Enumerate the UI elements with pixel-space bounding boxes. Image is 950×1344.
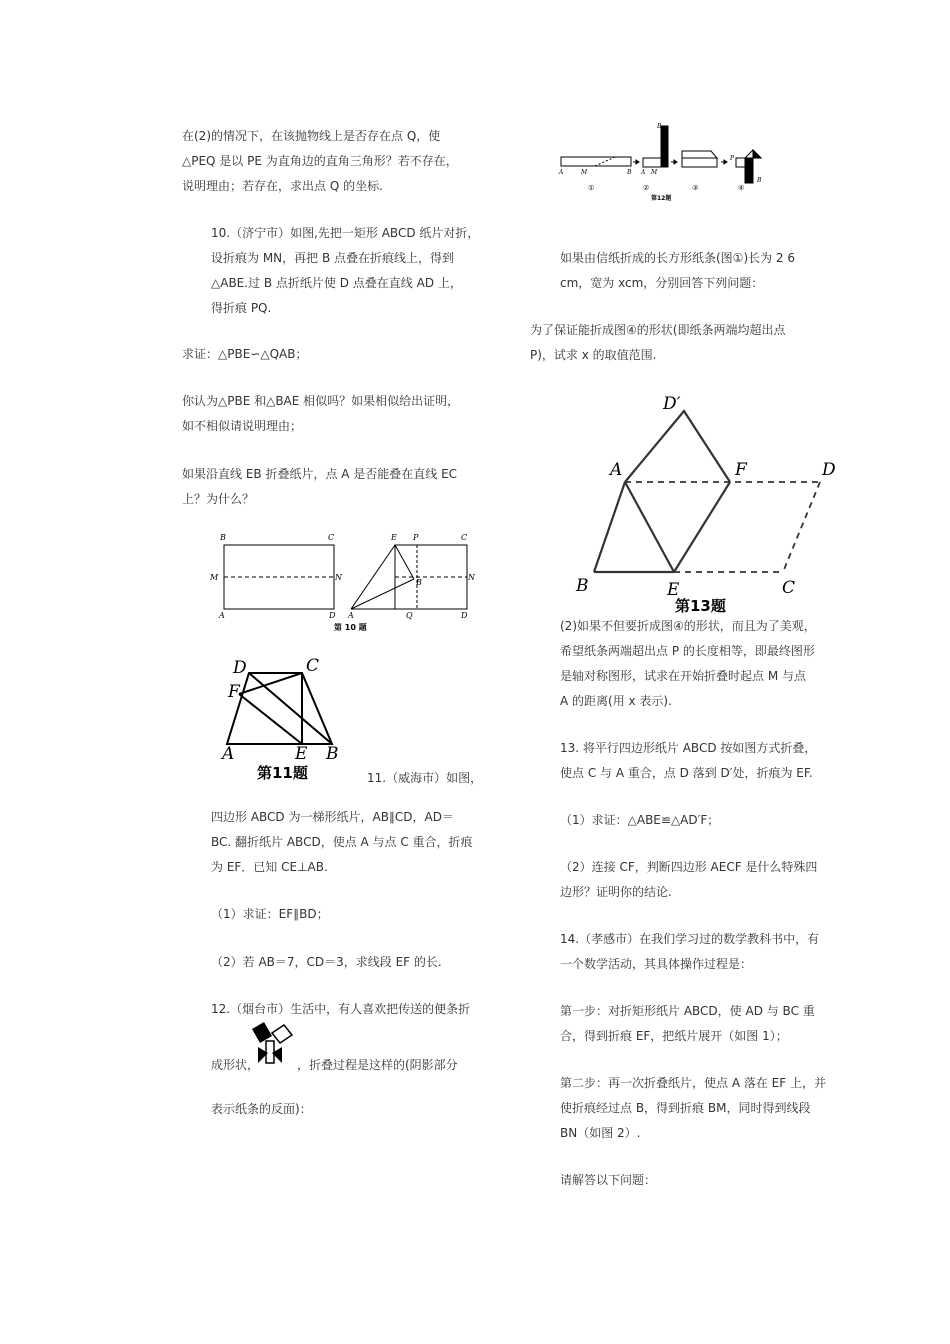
- fig10-label-n: N: [335, 573, 342, 582]
- fig13-label-a: A: [610, 460, 623, 480]
- fig13-label-b: B: [576, 576, 589, 596]
- q9-line3: 说明理由；若存在，求出点 Q 的坐标.: [182, 179, 383, 193]
- q13-line1: 13. 将平行四边形纸片 ABCD 按如图方式折叠，: [560, 741, 817, 755]
- fig10-caption: 第 10 题: [334, 623, 367, 632]
- fig12-label-p: P: [730, 155, 735, 162]
- q11-part2: （2）若 AB＝7，CD＝3，求线段 EF 的长.: [211, 955, 442, 969]
- fig12-step-2: ②: [643, 184, 650, 192]
- q10-line2: 设折痕为 MN，再把 B 点叠在折痕线上，得到: [211, 251, 455, 265]
- fig11-label-a: A: [222, 744, 235, 764]
- q10-part2-line1: 你认为△PBE 和△BAE 相似吗？如果相似给出证明，: [182, 394, 460, 408]
- q11-line1: 四边形 ABCD 为一梯形纸片，AB∥CD，AD＝: [211, 810, 454, 824]
- fig10-label-p: P: [413, 533, 419, 542]
- fig12-label-b2: B: [657, 123, 662, 130]
- q12-line2b: ，折叠过程是这样的(阴影部分: [297, 1058, 458, 1072]
- fig10-label-b2: B: [416, 578, 422, 587]
- q14-step2-line1: 第二步：再一次折叠纸片，使点 A 落在 EF 上，并: [560, 1076, 826, 1090]
- figure-11: [215, 652, 355, 782]
- fig13-label-c: C: [782, 578, 796, 598]
- q14-step2-line3: BN（如图 2）.: [560, 1126, 641, 1140]
- q10-part3-line1: 如果沿直线 EB 折叠纸片，点 A 是否能叠在直线 EC: [182, 467, 458, 481]
- figure-10: [205, 528, 485, 636]
- fig10-label-a: A: [219, 611, 225, 620]
- q10-line1: 10.（济宁市）如图,先把一矩形 ABCD 纸片对折，: [211, 226, 480, 240]
- fig12-label-a2: A: [641, 169, 646, 176]
- q14-step1-line1: 第一步：对折矩形纸片 ABCD，使 AD 与 BC 重: [560, 1004, 815, 1018]
- fig13-label-d-prime: D′: [663, 394, 681, 414]
- q12-p1-line1: 为了保证能折成图④的形状(即纸条两端均超出点: [530, 323, 786, 337]
- q14-step2-line2: 使折痕经过点 B，得到折痕 BM，同时得到线段: [560, 1101, 811, 1115]
- fig11-label-c: C: [306, 656, 320, 676]
- fig12-label-b3: B: [757, 177, 762, 184]
- q10-part2-line2: 如不相似请说明理由；: [182, 419, 303, 433]
- fig13-label-d: D: [822, 460, 836, 480]
- q10-part1: 求证：△PBE∽△QAB；: [182, 347, 308, 361]
- fig12-caption: 第12题: [651, 195, 672, 202]
- fig11-label-e: E: [295, 744, 308, 764]
- q14-line1: 14.（孝感市）在我们学习过的数学教科书中，有: [560, 932, 820, 946]
- fig12-label-m2: M: [651, 169, 658, 176]
- q10-line4: 得折痕 PQ.: [211, 301, 272, 315]
- fig12-step-3: ③: [692, 184, 699, 192]
- q11-part1: （1）求证：EF∥BD；: [211, 907, 329, 921]
- fig13-label-e: E: [667, 580, 680, 600]
- q12-line3: 表示纸条的反面)：: [211, 1102, 312, 1116]
- q12-part2-line3: 是轴对称图形，试求在开始折叠时起点 M 与点: [560, 669, 806, 683]
- fig12-label-m: M: [581, 169, 588, 176]
- q12-p1-line2: P)，试求 x 的取值范围.: [530, 348, 657, 362]
- q12-part2-line1: (2)如果不但要折成图④的形状，而且为了美观，: [560, 619, 816, 633]
- fig10-label-c2: C: [461, 533, 468, 542]
- fig10-label-c: C: [328, 533, 335, 542]
- q12-size-line1: 如果由信纸折成的长方形纸条(图①)长为 2 6: [560, 251, 796, 265]
- fig12-label-b: B: [627, 169, 632, 176]
- fig10-label-b: B: [220, 533, 226, 542]
- q12-part2-line4: A 的距离(用 x 表示).: [560, 694, 672, 708]
- fig11-label-d: D: [233, 658, 247, 678]
- fig10-label-n2: N: [468, 573, 475, 582]
- q13-part1: （1）求证：△ABE≌△AD′F；: [560, 813, 720, 827]
- q14-step1-line2: 合，得到折痕 EF，把纸片展开（如图 1）；: [560, 1029, 788, 1043]
- q10-line3: △ABE.过 B 点折纸片使 D 点叠在直线 AD 上，: [211, 276, 462, 290]
- q11-line3: 为 EF．已知 CE⊥AB.: [211, 860, 328, 874]
- fig13-caption: 第13题: [675, 597, 726, 615]
- fig10-label-d: D: [329, 611, 336, 620]
- q11-line2: BC. 翻折纸片 ABCD，使点 A 与点 C 重合，折痕: [211, 835, 473, 849]
- q14-line2: 一个数学活动，其具体操作过程是：: [560, 957, 753, 971]
- q12-size-line2: cm，宽为 xcm，分别回答下列问题：: [560, 276, 764, 290]
- fig10-label-e: E: [391, 533, 397, 542]
- q10-part3-line2: 上？为什么？: [182, 492, 255, 506]
- fig11-caption: 第11题: [257, 764, 308, 782]
- q12-head: 12.（烟台市）生活中，有人喜欢把传送的便条折: [211, 1002, 471, 1016]
- fig12-label-a: A: [559, 169, 564, 176]
- q13-part2-line2: 边形？证明你的结论.: [560, 885, 672, 899]
- fig10-label-d2: D: [461, 611, 468, 620]
- fig10-label-q: Q: [406, 611, 413, 620]
- q13-part2-line1: （2）连接 CF，判断四边形 AECF 是什么特殊四: [560, 860, 818, 874]
- fig12-step-4: ④: [738, 184, 745, 192]
- q12-part2-line2: 希望纸条两端超出点 P 的长度相等，即最终图形: [560, 644, 815, 658]
- q9-line1: 在(2)的情况下，在该抛物线上是否存在点 Q，使: [182, 129, 441, 143]
- q13-line2: 使点 C 与 A 重合，点 D 落到 D′处，折痕为 EF.: [560, 766, 813, 780]
- fig10-label-m: M: [210, 573, 219, 582]
- q9-line2: △PEQ 是以 PE 为直角边的直角三角形？若不存在，: [182, 154, 458, 168]
- q12-line2a: 成形状，: [211, 1058, 260, 1072]
- fig10-label-a2: A: [348, 611, 354, 620]
- q11-head: 11.（威海市）如图，: [367, 771, 483, 785]
- fig11-label-f: F: [228, 682, 240, 702]
- figure-13: [565, 385, 855, 617]
- fig12-step-1: ①: [588, 184, 595, 192]
- fig11-label-b: B: [326, 744, 339, 764]
- q14-closing: 请解答以下问题：: [560, 1173, 657, 1187]
- fig13-label-f: F: [735, 460, 747, 480]
- figure-12: [555, 120, 785, 210]
